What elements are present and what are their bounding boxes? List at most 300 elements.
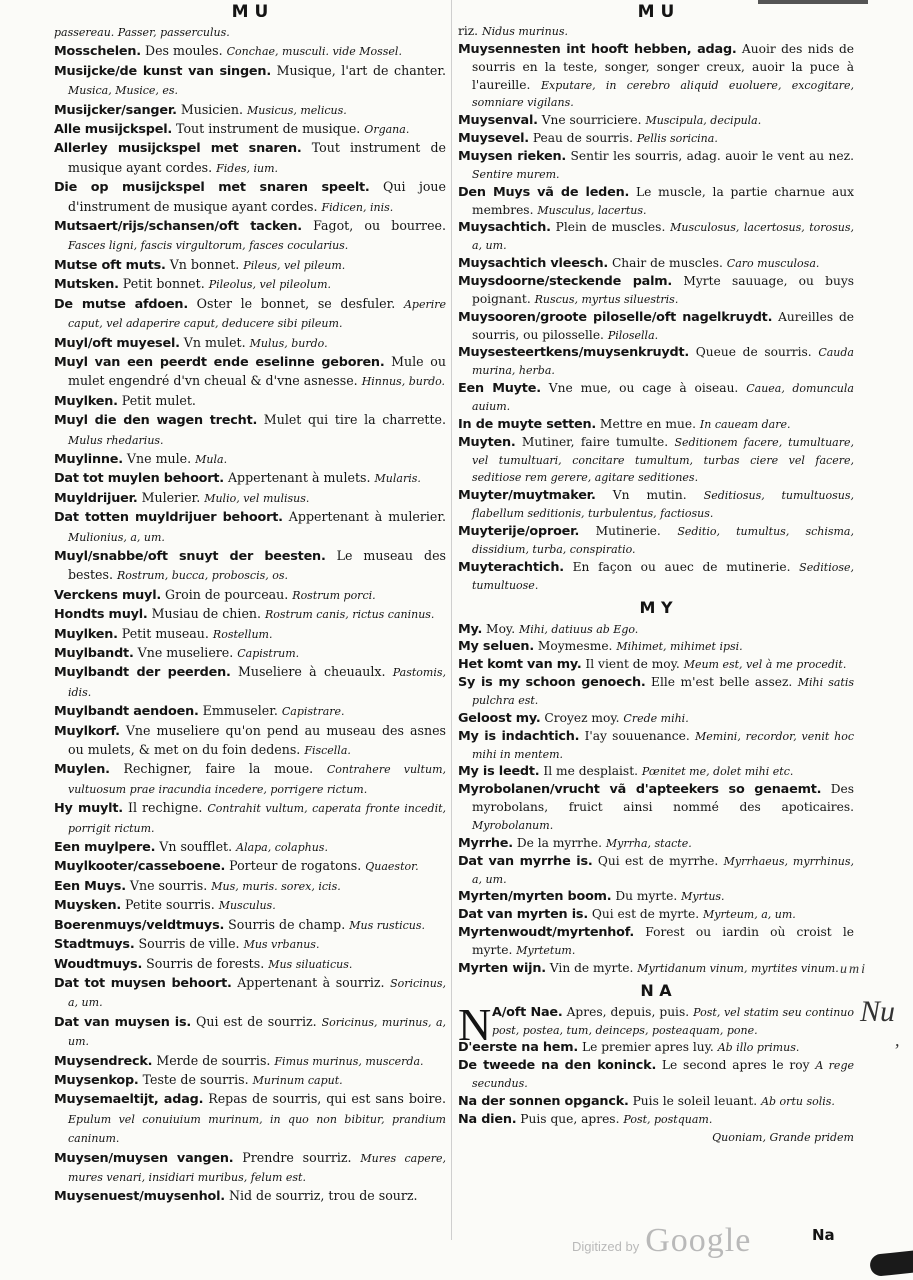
entry-latin: Fidicen, inis. [321, 200, 394, 214]
entry-french: Mulet qui tire la charrette. [257, 412, 446, 428]
entry-french: Tout instrument de musique. [172, 121, 365, 137]
dictionary-entry [54, 1090, 446, 1148]
entry-french: Qui est de myrte. [588, 907, 704, 922]
dictionary-entry [458, 130, 854, 148]
entry-french: Apres, depuis, puis. [562, 1004, 694, 1019]
entry-latin: Sentire murem. [472, 167, 560, 181]
entry-latin: Epulum vel conuiuium murinum, in quo non bibitur, prandium caninum. [68, 1112, 446, 1146]
entry-french: Petit mulet. [117, 392, 196, 408]
entry-headword: Muylbandt. [54, 646, 134, 661]
dictionary-entry [54, 974, 446, 1013]
entry-french: Puis que, apres. [516, 1111, 624, 1126]
dictionary-entry [458, 1039, 854, 1057]
entry-french: Vn bonnet. [165, 256, 244, 272]
entry-french: Mule ou mulet engendré d'vn cheual & d'vne asnesse. [68, 353, 446, 389]
entry-latin: Fides, ium. [216, 161, 278, 175]
entry-french: Des moules. [140, 43, 227, 59]
entry-headword: Muysennesten int hooft hebben, adag. [458, 41, 737, 57]
entry-headword: De mutse afdoen. [54, 296, 188, 312]
entry-french: Musiau de chien. [147, 606, 266, 622]
entry-latin: Memini, recordor, venit hoc mihi in mentem. [472, 729, 854, 761]
dictionary-entry [54, 857, 446, 876]
entry-headword: Musijcker/sanger. [54, 102, 177, 118]
dictionary-entry [54, 935, 446, 954]
entry-french: Sourris de forests. [142, 955, 269, 971]
entry-french: Qui est de sourriz. [191, 1013, 322, 1029]
entry-french: Croyez moy. [540, 710, 624, 725]
entry-french: Mettre en mue. [596, 416, 700, 431]
entry-headword: Muysenkop. [54, 1072, 139, 1088]
entry-latin: Cauda murina, herba. [472, 346, 854, 378]
entry-latin: Ab illo primus. [717, 1041, 800, 1055]
entry-latin: In caueam dare. [699, 417, 791, 431]
entry-headword: Stadtmuys. [54, 937, 135, 953]
dictionary-entry [54, 838, 446, 857]
dictionary-entry [54, 508, 446, 547]
entry-latin: Musculus, lacertus. [537, 203, 647, 217]
entry-latin: A rege secundus. [472, 1059, 854, 1091]
entry-headword: Verckens muyl. [54, 587, 162, 603]
entry-latin: Myrteum, a, um. [703, 908, 796, 922]
entry-headword: Een Muyte. [458, 381, 541, 397]
dictionary-entry [458, 255, 854, 273]
entry-latin: Mihimet, mihimet ipsi. [616, 640, 743, 654]
entry-latin: Musculosus, lacertosus, torosus, a, um. [472, 221, 854, 253]
entry-latin: Contrahere vultum, vultuosum prae iracundia incedere, porrigere rictum. [68, 763, 446, 796]
entry-latin: Myrobolanum. [472, 818, 554, 832]
entry-french: Musicien. [176, 101, 247, 117]
dictionary-entry [54, 101, 446, 120]
dictionary-entry [54, 353, 446, 392]
dictionary-entry [54, 799, 446, 838]
entry-headword: Muylbandt der peerden. [54, 665, 231, 681]
right-entry-list-my [458, 621, 854, 978]
dictionary-entry [54, 547, 446, 586]
entry-latin: Capistrum. [237, 647, 300, 660]
entry-french: Des myrobolans, fruict ainsi nommé des apoticaires. [472, 782, 854, 815]
entry-latin: Mularis. [374, 472, 421, 486]
dictionary-entry [54, 469, 446, 488]
dictionary-entry [54, 955, 446, 974]
entry-latin: Rostrum, bucca, proboscis, os. [116, 569, 289, 583]
entry-latin: Aperire caput, vel adaperire caput, deducere sibi pileum. [68, 297, 446, 331]
entry-french: Chair de muscles. [608, 256, 727, 271]
dictionary-entry [54, 760, 446, 799]
dictionary-entry [458, 273, 854, 309]
dictionary-entry [54, 217, 446, 256]
entry-french: Aureilles de sourris, ou pilosselle. [472, 309, 854, 342]
entry-headword: Muysevel. [458, 131, 529, 147]
entry-headword: Mosschelen. [54, 44, 141, 60]
right-column [458, 4, 854, 1147]
dictionary-entry [458, 148, 854, 184]
entry-headword: Dat van myrten is. [458, 907, 588, 923]
entry-headword: Muyldrijuer. [54, 490, 138, 506]
entry-headword: Muyten. [458, 434, 516, 450]
entry-headword: Dat tot muysen behoort. [54, 975, 232, 991]
entry-french: Qui joue d'instrument de musique ayant cordes. [68, 179, 446, 214]
entry-latin: Meum est, vel à me procedit. [683, 658, 847, 672]
dictionary-entry [458, 559, 854, 595]
dictionary-entry [54, 42, 446, 61]
entry-french: Forest ou iardin où croist le myrte. [472, 925, 854, 957]
margin-note-1: umi [840, 962, 867, 977]
entry-french: Sourris de ville. [134, 936, 244, 952]
dictionary-entry [54, 663, 446, 702]
entry-french: Vne museliere qu'on pend au museau des asnes ou mulets, & met on du foin dedens. [68, 722, 446, 758]
entry-headword: Dat totten muyldrijuer behoort. [54, 510, 283, 526]
dictionary-entry [458, 835, 854, 853]
dictionary-entry [458, 1057, 854, 1093]
entry-latin: Soricinus, murinus, a, um. [68, 1015, 446, 1049]
dictionary-entry [458, 416, 854, 434]
entry-latin: Myrrhaeus, myrrhinus, a, um. [472, 854, 854, 886]
entry-french: Sourris de champ. [224, 916, 350, 932]
watermark-small-text: Digitized by [572, 1239, 640, 1254]
dictionary-entry [458, 728, 854, 764]
dictionary-entry [458, 219, 854, 255]
entry-headword: Muysooren/groote piloselle/oft nagelkruydt. [458, 309, 773, 325]
entry-headword: Een muylpere. [54, 840, 156, 856]
dictionary-entry [54, 295, 446, 334]
entry-french: Il me desplaist. [539, 764, 642, 779]
entry-headword: Hondts muyl. [54, 607, 148, 623]
dictionary-entry [54, 1187, 446, 1206]
entry-headword: Myrtenwoudt/myrtenhof. [458, 925, 635, 941]
entry-headword: My seluen. [458, 639, 534, 655]
entry-latin: Seditio, tumultus, schisma, dissidium, turba, conspiratio. [472, 525, 854, 556]
dictionary-entry [458, 924, 854, 960]
entry-french: Vin de myrte. [545, 960, 638, 975]
right-running-header: M U [637, 2, 675, 22]
entry-french: Appertenant à mulerier. [282, 509, 446, 525]
entry-headword: Muyter/muytmaker. [458, 488, 596, 504]
right-entry-list-mu [458, 23, 854, 595]
entry-latin: Fimus murinus, muscerda. [274, 1054, 424, 1068]
entry-french: En façon ou auec de mutinerie. [563, 559, 800, 574]
entry-latin: Myrtus. [681, 890, 725, 904]
entry-headword: Muysemaeltijt, adag. [54, 1092, 204, 1108]
entry-headword: Muysachtich vleesch. [458, 256, 609, 272]
drop-cap-letter: N [458, 998, 492, 1050]
entry-latin: Rostellum. [212, 627, 273, 641]
dictionary-entry [458, 184, 854, 220]
entry-french: Appertenant à sourriz. [231, 974, 391, 990]
entry-headword: Alle musijckspel. [54, 122, 173, 138]
entry-latin: Mus vrbanus. [243, 938, 320, 952]
entry-headword: Muylbandt aendoen. [54, 704, 199, 720]
margin-note-3: , [895, 1030, 900, 1050]
dictionary-entry [54, 605, 446, 624]
dictionary-entry [458, 1111, 854, 1129]
entry-french: Vne mue, ou cage à oiseau. [540, 381, 747, 396]
entry-french: Moy. [482, 621, 519, 636]
entry-headword: Muysen/muysen vangen. [54, 1150, 234, 1166]
entry-headword: Woudtmuys. [54, 956, 143, 972]
entry-french: Peau de sourris. [528, 131, 637, 146]
dictionary-entry [458, 1093, 854, 1111]
entry-headword: Myrobolanen/vrucht vã d'apteekers so genaemt. [458, 782, 822, 798]
entry-french: Qui est de myrrhe. [592, 853, 724, 868]
entry-french: riz. [458, 24, 482, 38]
dictionary-entry [54, 139, 446, 178]
entry-headword: Mutse oft muts. [54, 257, 166, 273]
entry-headword: Muysachtich. [458, 220, 551, 236]
entry-latin: Mulus rhedarius. [68, 433, 164, 447]
entry-latin: Rostrum canis, rictus caninus. [265, 608, 435, 622]
entry-headword: Muysen rieken. [458, 149, 567, 165]
entry-headword: Sy is my schoon genoech. [458, 675, 646, 691]
entry-headword: Dat tot muylen behoort. [54, 471, 224, 487]
dictionary-entry [54, 896, 446, 915]
entry-french: Oster le bonnet, se desfuler. [188, 295, 404, 311]
entry-french: Petit bonnet. [118, 276, 209, 292]
entry-french: Moymesme. [533, 639, 617, 654]
entry-headword: Myrten wijn. [458, 960, 546, 976]
entry-latin: Seditiose, tumultuose. [472, 560, 854, 592]
entry-headword: D'eerste na hem. [458, 1040, 579, 1056]
entry-latin: Capistrare. [281, 705, 345, 719]
entry-latin: Mus, muris. sorex, icis. [211, 879, 341, 893]
entry-latin: Musica, Musice, es. [68, 84, 179, 98]
entry-headword: De tweede na den koninck. [458, 1058, 657, 1074]
entry-french: Du myrte. [611, 889, 682, 904]
entry-latin: Mulionius, a, um. [68, 530, 165, 544]
entry-latin: Crede mihi. [623, 711, 689, 725]
dictionary-entry [54, 877, 446, 896]
dictionary-entry [54, 916, 446, 935]
entry-latin: Pileus, vel pileum. [243, 258, 346, 272]
entry-latin: Musicus, melicus. [246, 103, 347, 117]
entry-latin: Ruscus, myrtus siluestris. [534, 292, 679, 306]
entry-headword: Het komt van my. [458, 657, 582, 673]
dictionary-entry [54, 625, 446, 644]
entry-headword: Muyterachtich. [458, 559, 564, 575]
entry-french: De la myrrhe. [512, 835, 606, 850]
dictionary-entry [458, 487, 854, 523]
entry-french: Vne sourris. [125, 877, 212, 893]
entry-latin: Post, vel statim seu continuo post, postea, tum, deinceps, posteaquam, pone. [492, 1005, 855, 1037]
entry-headword: Myrten/myrten boom. [458, 889, 612, 905]
entry-latin: Musculus. [218, 899, 276, 913]
dictionary-entry [458, 112, 854, 130]
dictionary-entry [54, 1149, 446, 1188]
section-heading-na: N A [640, 980, 672, 1000]
entry-latin: Conchae, musculi. vide Mossel. [226, 45, 402, 59]
entry-headword: Muysken. [54, 898, 122, 914]
entry-french: Appertenant à mulets. [223, 470, 375, 486]
dictionary-entry [458, 763, 854, 781]
dictionary-entry [54, 489, 446, 508]
entry-headword: Dat van muysen is. [54, 1014, 192, 1030]
entry-french: Fagot, ou bourree. [301, 218, 446, 234]
entry-headword: Muysenval. [458, 113, 538, 129]
dictionary-entry [458, 344, 854, 380]
entry-headword: Allerley musijckspel met snaren. [54, 141, 302, 157]
right-entry-list-na [458, 998, 855, 1129]
dictionary-entry [458, 960, 854, 978]
column-divider [451, 0, 452, 1240]
entry-french: Vne museliere. [133, 645, 238, 660]
entry-french: Nid de sourriz, trou de sourz. [224, 1188, 418, 1204]
entry-french: Petit museau. [117, 625, 213, 641]
entry-headword: Muysendreck. [54, 1053, 153, 1069]
dictionary-entry [458, 853, 854, 889]
entry-french: Repas de sourris, qui est sans boire. [203, 1091, 446, 1107]
entry-headword: Muylkorf. [54, 723, 120, 739]
entry-french: Groin de pourceau. [161, 586, 293, 602]
entry-french: Le muscle, la partie charnue aux membres. [472, 184, 854, 217]
entry-headword: Den Muys vã de leden. [458, 184, 630, 200]
dictionary-entry [458, 434, 854, 488]
entry-french: Elle m'est belle assez. [645, 675, 798, 690]
entry-french: Vne sourriciere. [537, 113, 646, 128]
entry-headword: Na dien. [458, 1111, 517, 1127]
entry-latin: Seditiosus, tumultuosus, flabellum seditionis, turbulentus, factiosus. [472, 489, 854, 521]
dictionary-entry [54, 120, 446, 139]
entry-french: Vn mulet. [179, 334, 250, 350]
entry-french: Auoir des nids de sourris en la teste, songer, songer creux, auoir la puce à l'aureille. [472, 41, 854, 92]
entry-latin: Hinnus, burdo. [361, 375, 446, 389]
dictionary-entry [458, 674, 854, 710]
entry-headword: Muyterije/oproer. [458, 524, 580, 540]
entry-latin: Pileolus, vel pileolum. [208, 278, 331, 292]
entry-latin: Myrtetum. [516, 943, 576, 957]
section-heading-my: M Y [639, 597, 673, 617]
dictionary-entry [54, 411, 446, 450]
entry-latin: Pastomis, idis. [68, 666, 446, 699]
entry-latin: Pellis soricina. [636, 132, 718, 146]
entry-french: I'ay souuenance. [579, 728, 695, 743]
entry-headword: Muylen. [54, 762, 110, 778]
entry-latin: Murinum caput. [252, 1073, 343, 1087]
entry-french: Mulerier. [137, 489, 205, 505]
left-running-header: M U [231, 2, 269, 22]
entry-french: Teste de sourris. [138, 1071, 253, 1087]
entry-french: Petite sourris. [121, 897, 219, 913]
margin-note-2: Nu [860, 995, 896, 1028]
entry-latin: Mihi satis pulchra est. [472, 676, 855, 707]
dictionary-entry [458, 380, 854, 416]
left-column [54, 4, 446, 1207]
dictionary-entry [458, 888, 854, 906]
entry-headword: Na der sonnen opganck. [458, 1093, 629, 1109]
entry-french: Myrte sauuage, ou buys poignant. [472, 274, 854, 306]
dictionary-entry [54, 275, 446, 294]
catchword: Na [812, 1226, 835, 1244]
entry-french: Le second apres le roy [656, 1058, 816, 1073]
entry-latin: Mulus, burdo. [249, 336, 328, 350]
entry-headword: Mutsken. [54, 277, 119, 293]
dictionary-entry [54, 586, 446, 605]
dictionary-entry [54, 392, 446, 411]
digitized-watermark [572, 1222, 751, 1260]
entry-french: Mutiner, faire tumulte. [515, 434, 675, 449]
dictionary-entry [458, 906, 854, 924]
entry-french: Le museau des bestes. [68, 547, 446, 583]
entry-headword: Boerenmuys/veldtmuys. [54, 917, 225, 933]
entry-french: Tout instrument de musique ayant cordes. [68, 140, 446, 175]
dictionary-entry [54, 1052, 446, 1071]
entry-headword: My is indachtich. [458, 728, 580, 744]
dictionary-entry [54, 644, 446, 663]
entry-latin: Nidus murinus. [481, 25, 568, 38]
entry-french: Emmuseler. [198, 703, 282, 719]
entry-latin: Mus rusticus. [349, 918, 426, 932]
entry-french: Vn soufflet. [155, 839, 237, 855]
entry-latin: Rostrum porci. [292, 588, 376, 602]
catch-line: passereau. Passer, passerculus. [54, 26, 230, 39]
entry-headword: In de muyte setten. [458, 416, 597, 432]
entry-headword: Muysenuest/muysenhol. [54, 1189, 225, 1205]
dictionary-entry [458, 656, 854, 674]
entry-latin: Exputare, in cerebro aliquid euoluere, excogitare, somniare vigilans. [472, 78, 854, 110]
dictionary-entry [54, 62, 446, 101]
dictionary-entry [458, 523, 854, 559]
entry-latin: Cauea, domuncula auium. [472, 382, 854, 414]
entry-french: Sentir les sourris, adag. auoir le vent au nez. [566, 149, 854, 164]
entry-latin: Seditionem facere, tumultuare, vel tumultuari, concitare tumultum, turbas ciere vel facere, seditiose rem gerere, agitare seditiones. [472, 435, 854, 485]
entry-french: Il rechigne. [122, 800, 208, 816]
entry-headword: Musijcke/de kunst van singen. [54, 63, 271, 79]
entry-headword: My. [458, 621, 483, 637]
entry-latin: Ab ortu solis. [761, 1094, 835, 1108]
entry-headword: Muyl/snabbe/oft snuyt der beesten. [54, 548, 326, 564]
entry-latin: Soricinus, a, um. [68, 976, 446, 1010]
dictionary-entry [458, 41, 854, 112]
entry-french: Plein de muscles. [550, 220, 671, 235]
entry-latin: Contrahit vultum, caperata fronte incedit, porrigit rictum. [68, 802, 447, 835]
entry-headword: Hy muylt. [54, 801, 123, 817]
entry-latin: Post, postquam. [623, 1112, 713, 1126]
dictionary-entry [458, 710, 854, 728]
entry-latin: Myrtidanum vinum, myrtites vinum. [637, 961, 839, 975]
entry-french: Mutinerie. [579, 524, 678, 539]
entry-latin: Alapa, colaphus. [236, 841, 328, 855]
entry-french: Vn mutin. [595, 488, 704, 503]
entry-latin: Mus siluaticus. [268, 957, 353, 971]
entry-headword: Een Muys. [54, 878, 126, 894]
entry-headword: Muylkooter/casseboene. [54, 859, 226, 875]
entry-french: Puis le soleil leuant. [628, 1093, 762, 1108]
entry-french: Merde de sourris. [152, 1052, 275, 1068]
entry-latin: Mula. [195, 452, 228, 466]
entry-latin: Pœnitet me, dolet mihi etc. [641, 765, 794, 779]
entry-headword: Muysesteertkens/muysenkruydt. [458, 345, 690, 361]
entry-headword: Muyl die den wagen trecht. [54, 413, 258, 429]
entry-latin: Mures capere, mures venari, insidiari muribus, felum est. [68, 1151, 446, 1184]
dictionary-entry [54, 178, 446, 217]
dictionary-entry [54, 722, 446, 761]
entry-latin: Organa. [364, 123, 410, 137]
handwritten-note: Quoniam, Grande pridem [712, 1130, 854, 1144]
entry-headword: My is leedt. [458, 764, 540, 780]
entry-french: Rechigner, faire la moue. [109, 761, 327, 777]
dictionary-entry [458, 621, 854, 639]
dictionary-entry [54, 334, 446, 353]
entry-latin: Quaestor. [365, 860, 419, 874]
dictionary-entry [54, 702, 446, 721]
entry-headword: Dat van myrrhe is. [458, 853, 593, 869]
entry-headword: Muylken. [54, 626, 118, 642]
entry-headword: Muylken. [54, 393, 118, 409]
entry-french: Prendre sourriz. [233, 1149, 361, 1165]
entry-headword: Die op musijckspel met snaren speelt. [54, 180, 370, 196]
entry-french: Queue de sourris. [689, 345, 819, 360]
entry-latin: Pilosella. [607, 328, 659, 342]
entry-headword: Muylinne. [54, 451, 123, 467]
entry-latin: Muscipula, decipula. [645, 114, 762, 128]
